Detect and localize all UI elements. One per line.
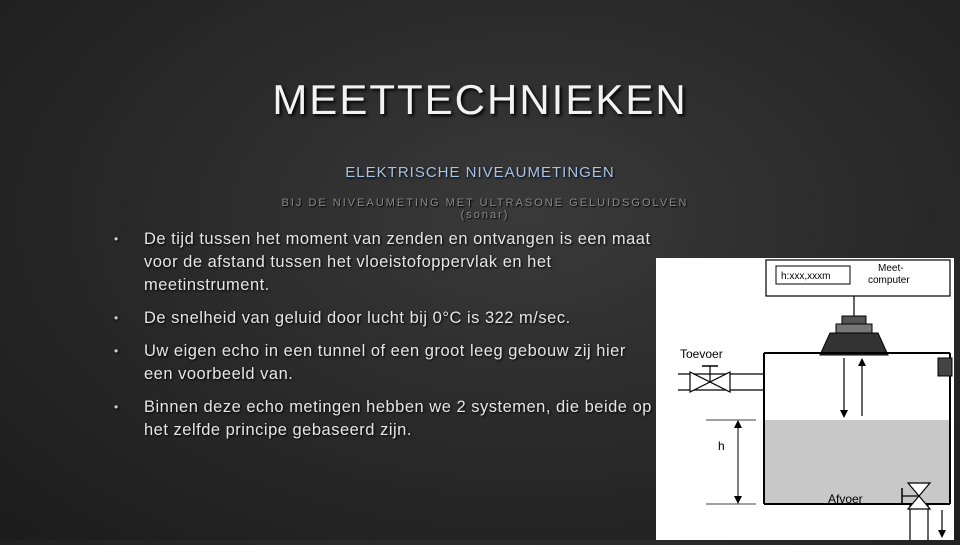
bullet-dot-icon: • bbox=[114, 311, 119, 325]
sensor-top bbox=[842, 316, 866, 324]
level-label: h bbox=[718, 439, 725, 453]
inlet-label: Toevoer bbox=[680, 347, 723, 361]
bullet-item bbox=[110, 307, 655, 330]
computer-label-line1: Meet- bbox=[878, 263, 904, 274]
display-label: h:xxx,xxxm bbox=[781, 271, 831, 282]
bullet-text: De snelheid van geluid door lucht bij 0°C is 322 m/sec. bbox=[144, 309, 571, 327]
bullet-text: Uw eigen echo in een tunnel of een groot leeg gebouw zij hier een voorbeeld van. bbox=[144, 342, 626, 383]
bullet-dot-icon: • bbox=[114, 344, 119, 358]
slide-subtitle: ELEKTRISCHE NIVEAUMETINGEN bbox=[345, 164, 615, 181]
bullet-item bbox=[110, 228, 655, 297]
bullet-text: Binnen deze echo metingen hebben we 2 systemen, die beide op het zelfde principe gebaseerd zijn. bbox=[144, 398, 652, 439]
level-arrowhead-top bbox=[734, 420, 742, 428]
sensor-flange bbox=[836, 324, 872, 333]
outlet-flow-arrowhead bbox=[938, 530, 946, 538]
inlet-valve-right bbox=[710, 372, 730, 392]
bullet-item bbox=[110, 340, 655, 386]
bullet-dot-icon: • bbox=[114, 400, 119, 414]
computer-label-line2: computer bbox=[868, 275, 910, 286]
diagram-svg bbox=[656, 258, 954, 540]
wave-up-arrowhead bbox=[858, 358, 866, 366]
sensor-horn-icon bbox=[820, 333, 888, 355]
bullet-text: De tijd tussen het moment van zenden en ontvangen is een maat voor de afstand tussen het vloeistofoppervlak en het meetinstrument. bbox=[144, 230, 651, 294]
side-nozzle bbox=[938, 358, 952, 376]
bullet-dot-icon: • bbox=[114, 232, 119, 246]
slide-title: MEETTECHNIEKEN bbox=[272, 76, 688, 123]
bullet-item bbox=[110, 396, 655, 442]
level-arrowhead-bottom bbox=[734, 496, 742, 504]
inlet-valve-left bbox=[690, 372, 710, 392]
computer-label bbox=[868, 263, 910, 286]
bullet-list bbox=[110, 228, 655, 452]
level-measurement-diagram bbox=[656, 258, 954, 540]
outlet-label: Afvoer bbox=[828, 492, 863, 506]
slide-subheading: BIJ DE NIVEAUMETING MET ULTRASONE GELUIDSGOLVEN (sonar) bbox=[281, 197, 689, 221]
wave-down-arrowhead bbox=[840, 410, 848, 418]
